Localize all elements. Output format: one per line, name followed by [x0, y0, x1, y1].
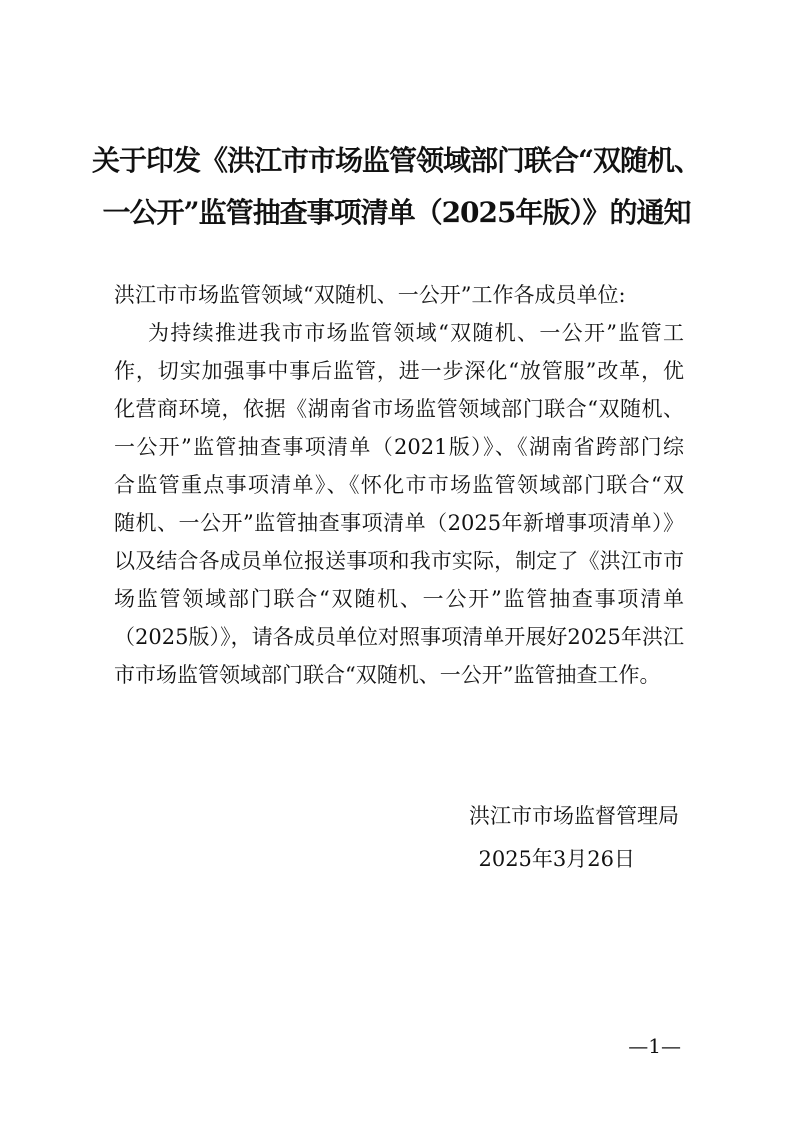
body-line: 随机、一公开”监管抽查事项清单（2025年新增事项清单）》 — [114, 511, 684, 535]
body-line: 作，切实加强事中事后监管，进一步深化“放管服”改革，优 — [114, 359, 684, 383]
body-line: 场监管领域部门联合“双随机、一公开”监管抽查事项清单 — [114, 587, 684, 611]
body-line: 合监管重点事项清单》、《怀化市市场监管领域部门联合“双 — [114, 473, 684, 497]
body-line: 化营商环境，依据《湖南省市场监管领域部门联合“双随机、 — [114, 397, 684, 421]
document-title-line-2: 一公开”监管抽查事项清单（2025年版）》的通知 — [102, 196, 691, 229]
addressee: 洪江市市场监管领域“双随机、一公开”工作各成员单位: — [114, 283, 626, 307]
body-line: （2025版）》，请各成员单位对照事项清单开展好2025年洪江 — [114, 625, 684, 649]
body-line: 一公开”监管抽查事项清单（2021版）》、《湖南省跨部门综 — [114, 435, 684, 459]
body-line: 为持续推进我市市场监管领域“双随机、一公开”监管工 — [148, 321, 684, 345]
page-number: —1— — [628, 1034, 681, 1058]
body-line: 市市场监管领域部门联合“双随机、一公开”监管抽查工作。 — [114, 663, 661, 687]
document-title-line-1: 关于印发《洪江市市场监管领域部门联合“双随机、 — [91, 144, 702, 177]
signature-date: 2025年3月26日 — [478, 847, 635, 871]
signature-organization: 洪江市市场监督管理局 — [469, 804, 679, 828]
body-line: 以及结合各成员单位报送事项和我市实际，制定了《洪江市市 — [114, 549, 684, 573]
